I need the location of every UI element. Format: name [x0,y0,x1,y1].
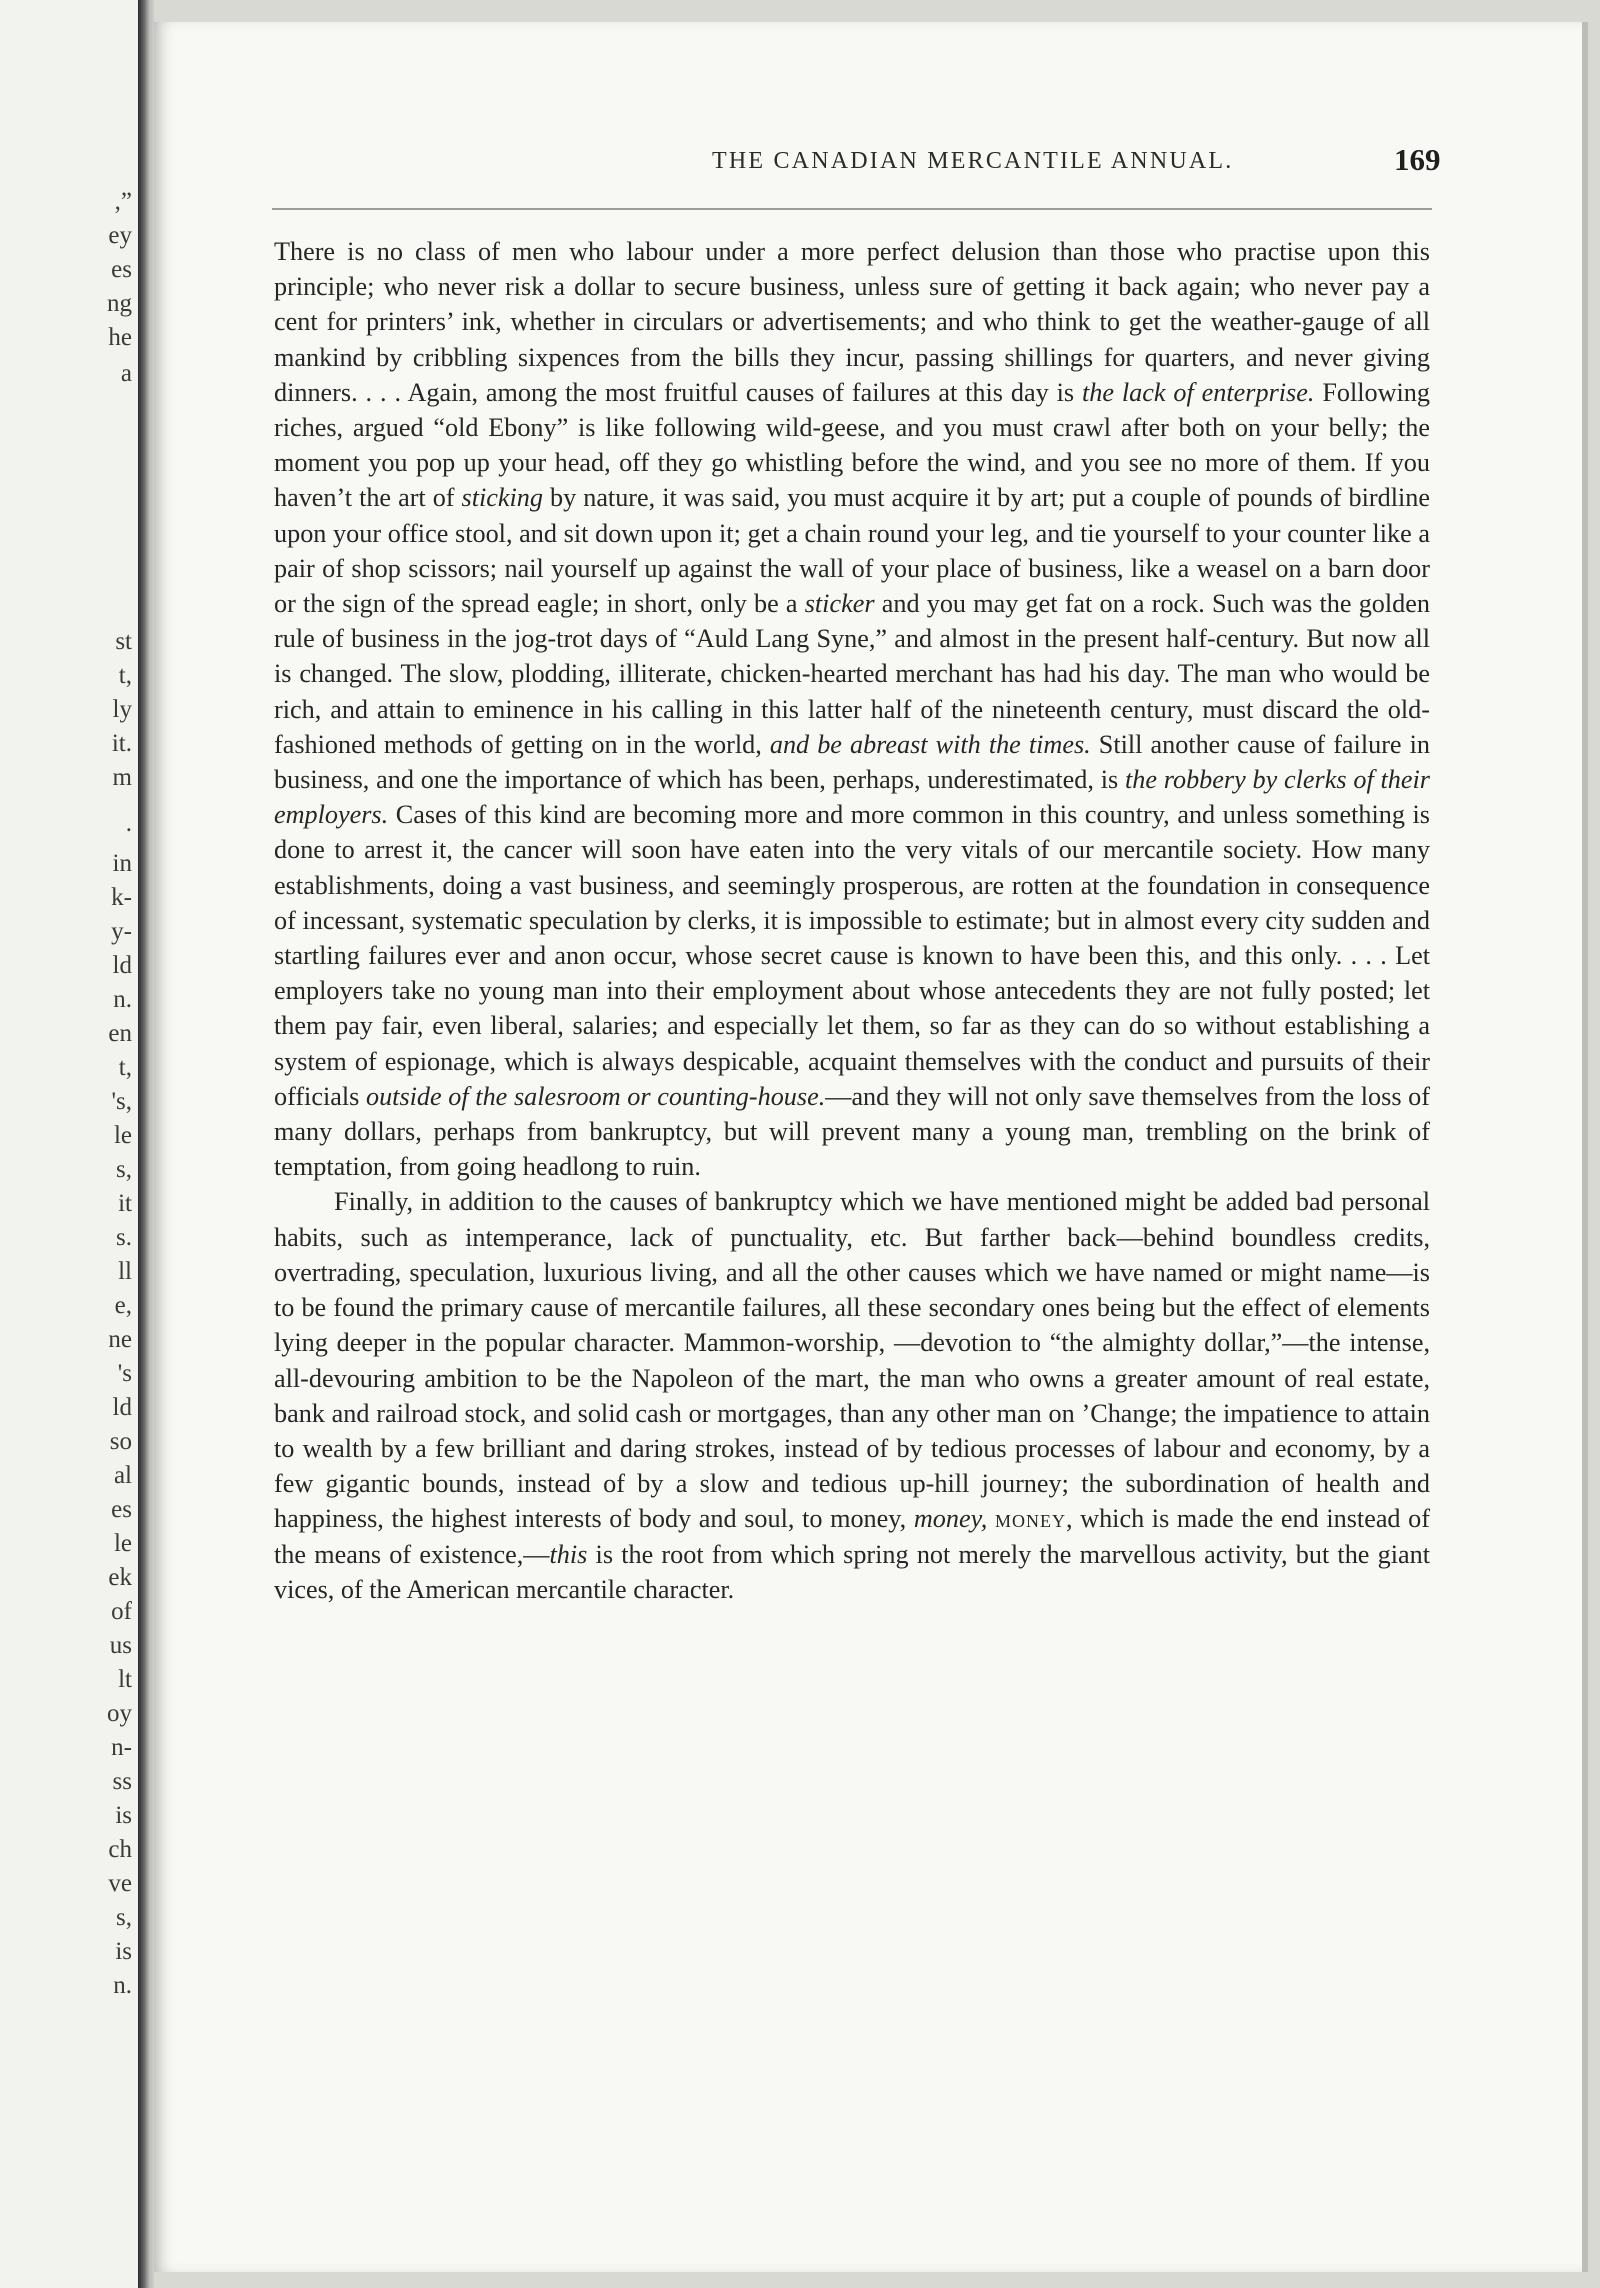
emphasis: the lack of enterprise. [1081,377,1315,407]
article-body [274,234,1430,1607]
paragraph-2 [274,1184,1430,1606]
text-run: Still another cause of failure in business, and one the importance of which has been, perhaps, underestimated, is [274,729,1430,795]
prev-page-fragment: 's, [111,1088,132,1115]
prev-page-fragment: n- [111,1734,132,1761]
header-rule [272,208,1432,210]
prev-page-fragment: ch [108,1836,132,1863]
prev-page-fragment: s, [116,1904,132,1931]
prev-page-fragment: k- [111,884,132,911]
prev-page-fragment: . [125,810,132,837]
prev-page-fragment: s. [116,1224,132,1251]
text-run: Cases of this kind are becoming more and more common in this country, and unless something is done to arrest it, the cancer will soon have eaten into the very vitals of our mercantile society. How many establishments, doing a vast business, and seemingly prosperous, are rotten at the foundation in consequence of incessant, systematic speculation by clerks, it is impossible to estimate; but in almost every city sudden and startling failures ever and anon occur, whose secret cause is known to have been this, and this only. . . . Let employers take no young man into their employment about whose antecedents they are not fully posted; let them pay fair, even liberal, salaries; and especially let them, so far as they can do so without establishing a system of espionage, which is always despicable, acquaint themselves with the conduct and pursuits of their officials [274,800,1430,1111]
prev-page-fragment: ll [118,1258,132,1285]
text-run: by nature, it was said, you must acquire it by art; put a couple of pounds of birdline upon your office stool, and sit down upon it; get a chain round your leg, and tie yourself to your counter like a pair of shop scissors; nail yourself up against the wall of your place of business, like a weasel on a barn door or the sign of the spread eagle; in short, only be a [274,483,1430,619]
prev-page-fragment: y- [111,918,132,945]
prev-page-fragment: en [108,1020,132,1047]
prev-page-fragment: le [113,1122,132,1149]
prev-page-fragment: n. [113,1972,132,1999]
prev-page-fragment: e, [114,1292,132,1319]
prev-page-fragment: m [112,764,132,791]
page-number: 169 [1394,142,1441,177]
prev-page-fragment: a [120,360,132,387]
text-run: There is no class of men who labour under a more perfect delusion than those who practise upon this principle; who never risk a dollar to secure business, unless sure of getting it back again; who never pay a cent for printers’ ink, whether in circulars or advertisements; and who think to get the weather-gauge of all mankind by cribbling sixpences from the bills they incur, passing shillings for quarters, and never giving dinners. . . . Again, among the most fruitful causes of failures at this day is [274,237,1430,407]
prev-page-fragment: ,” [114,188,132,215]
prev-page-fragment: is [115,1938,132,1965]
text-run: Following riches, argued “old Ebony” is like following wild-geese, and you must crawl after both on your belly; the moment you pop up your head, off they go whistling before the wind, and you see no more of them. If you haven’t the art of [274,377,1430,513]
prev-page-fragment: le [113,1530,132,1557]
book-gutter [138,0,154,2288]
prev-page-fragment: ng [107,290,132,317]
prev-page-fragment: t, [118,662,132,689]
book-page [154,22,1588,2272]
prev-page-fragment: n. [113,986,132,1013]
emphasis: sticker [804,589,875,619]
prev-page-fragment: s, [116,1156,132,1183]
prev-page-fragment: al [113,1462,132,1489]
prev-page-fragment: it. [111,730,132,757]
prev-page-fragment: t, [118,1054,132,1081]
prev-page-fragment: of [111,1598,132,1625]
prev-page-fragment: oy [107,1700,132,1727]
prev-page-fragment: es [111,256,132,283]
emphasis: the robbery by clerks of their employers. [274,765,1430,830]
prev-page-fragment: es [111,1496,132,1523]
emphasis: and be abreast with the times. [769,729,1091,759]
prev-page-fragment: he [108,324,132,351]
text-run: , which is made the end instead of the means of existence,— [274,1504,1430,1569]
text-run: and you may get fat on a rock. Such was the golden rule of business in the jog-trot days of “Auld Lang Syne,” and almost in the present half-century. But now all is changed. The slow, plodding, illiterate, chicken-hearted merchant has had his day. The man who would be rich, and attain to eminence in his calling in this latter half of the nineteenth century, must discard the old-fashioned methods of getting on in the world, [274,589,1430,759]
prev-page-fragment: in [112,850,132,877]
text-run: is the root from which spring not merely the marvellous activity, but the giant vices, of the American mercantile character. [274,1539,1430,1604]
prev-page-fragment: lt [118,1666,132,1693]
prev-page-fragment: st [115,628,132,655]
prev-page-fragment: ly [112,696,132,723]
text-run: —and they will not only save themselves from the loss of many dollars, perhaps from bankruptcy, but will prevent many a young man, trembling on the brink of temptation, from going headlong to ruin. [274,1081,1430,1182]
emphasis: this [549,1539,588,1569]
prev-page-fragment: 's [117,1360,132,1387]
prev-page-fragment: ve [108,1870,132,1897]
prev-page-fragment: ek [108,1564,132,1591]
emphasis: money, [913,1504,988,1534]
prev-page-fragment: it [118,1190,132,1217]
prev-page-fragment: is [115,1802,132,1829]
prev-page-fragment: so [109,1428,132,1455]
prev-page-fragment: ld [112,952,132,979]
previous-page-edge [0,0,140,2288]
running-title: THE CANADIAN MERCANTILE ANNUAL. [712,148,1234,174]
small-caps-emphasis: money [994,1504,1066,1534]
prev-page-fragment: ld [112,1394,132,1421]
prev-page-fragment: ne [108,1326,132,1353]
page-header [272,122,1582,177]
prev-page-fragment: ss [112,1768,132,1795]
prev-page-fragment: ey [108,222,132,249]
emphasis: outside of the salesroom or counting-house. [365,1081,826,1111]
prev-page-fragment: us [109,1632,132,1659]
paragraph-1 [274,234,1430,1184]
emphasis: sticking [461,483,543,513]
text-run: Finally, in addition to the causes of bankruptcy which we have mentioned might be added bad personal habits, such as intemperance, lack of punctuality, etc. But farther back—behind boundless credits, overtrading, speculation, luxurious living, and all the other causes which we have named or might name—is to be found the primary cause of mercantile failures, all these secondary ones being but the effect of elements lying deeper in the popular character. Mammon-worship, —devotion to “the almighty dollar,”—the intense, all-devouring ambition to be the Napoleon of the mart, the man who owns a greater amount of real estate, bank and railroad stock, and solid cash or mortgages, than any other man on ’Change; the impatience to attain to wealth by a few brilliant and daring strokes, instead of by tedious processes of labour and economy, by a few gigantic bounds, instead of by a slow and tedious up-hill journey; the subordination of health and happiness, the highest interests of body and soul, to money, [274,1187,1430,1534]
